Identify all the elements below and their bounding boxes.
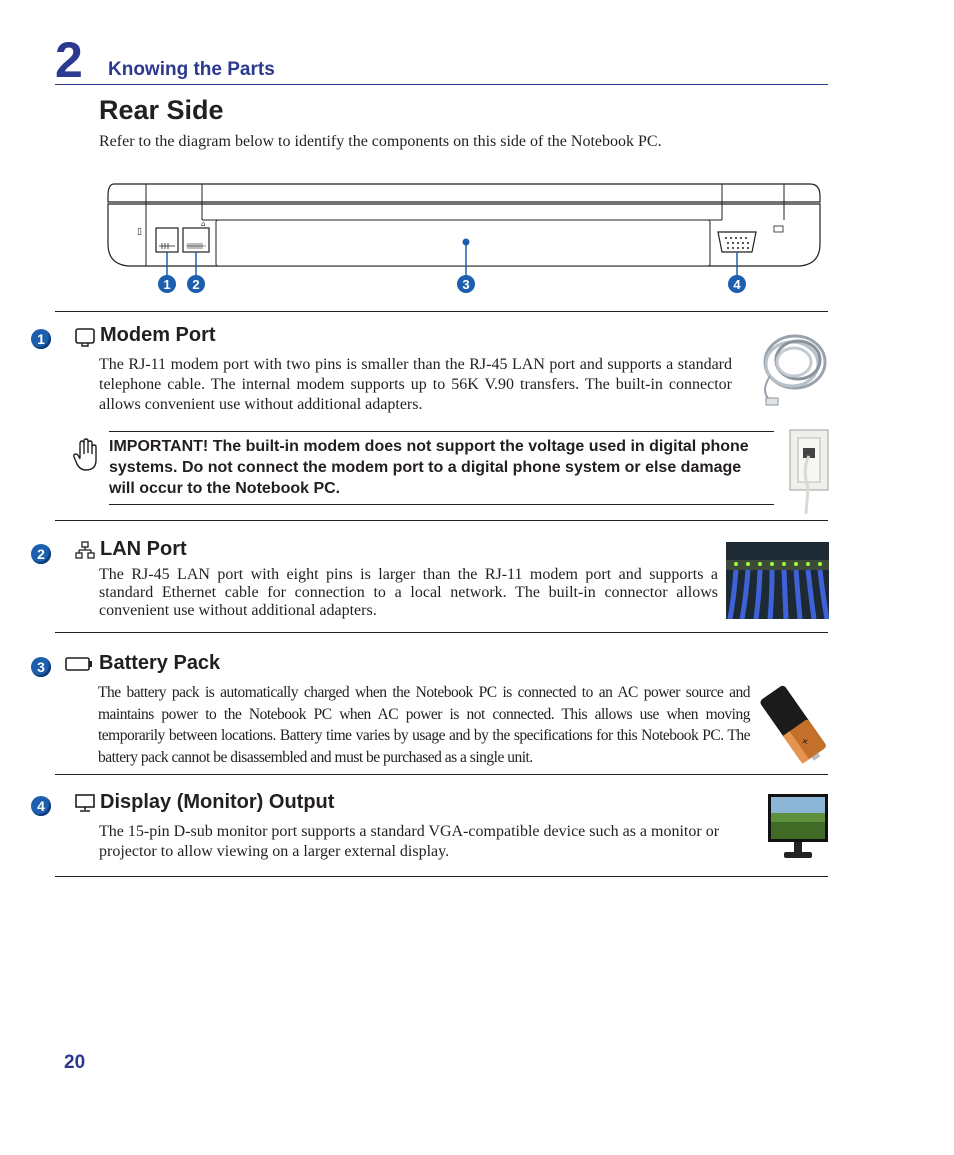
section-badge-2: 2 [31,544,51,564]
monitor-icon [74,793,96,813]
monitor-image [766,792,830,862]
battery-image [756,682,830,766]
svg-text:2: 2 [192,277,200,292]
callout-1 [158,275,176,293]
section-text-display: The 15-pin D-sub monitor port supports a standard VGA-compatible device such as a monitor or projector to allow viewing on a larger external display. [99,823,720,860]
hand-icon [72,438,98,472]
section-divider [55,632,828,633]
section-title-battery: Battery Pack [99,652,221,674]
page-title: Rear Side [99,95,224,125]
section-divider [55,520,828,521]
section-divider [55,876,828,877]
section-badge-1: 1 [31,329,51,349]
modem-icon [74,327,96,347]
section-badge-3: 3 [31,657,51,677]
phone-cable-image [740,326,830,408]
intro-text: Refer to the diagram below to identify the components on this side of the Notebook PC. [99,133,662,150]
section-title-lan: LAN Port [100,538,187,560]
page-number: 20 [64,1052,86,1073]
section-title-modem: Modem Port [100,324,216,346]
section-text-battery: The battery pack is automatically charged when the Notebook PC is connected to an AC power source and maintains power to the Notebook PC when AC power is not connected. This allows use when moving temporarily between locations. Battery time varies by usage and by the specifications for this Notebook PC. The battery pack cannot be disassembled and must be purchased as a single unit. [98,684,750,766]
svg-text:⌂: ⌂ [201,220,206,228]
section-title-display: Display (Monitor) Output [100,791,335,813]
battery-icon [64,655,94,673]
svg-text:4: 4 [733,277,741,292]
section-badge-4: 4 [31,796,51,816]
callout-4 [728,275,746,293]
wall-jack-image [788,428,830,514]
important-top-rule [109,431,774,432]
callout-2 [187,275,205,293]
svg-text:3: 3 [462,277,470,292]
section-divider [55,311,828,312]
section-text-modem: The RJ-11 modem port with two pins is smaller than the RJ-45 LAN port and supports a standard telephone cable. The internal modem supports up to 56K V.90 transfers. The built-in connector allows convenient use without additional adapters. [99,356,732,413]
svg-text:+: + [799,735,812,749]
section-text-lan: The RJ-45 LAN port with eight pins is larger than the RJ-11 modem port and supports a standard Ethernet cable for connection to a local network. The built-in connector allows convenient use without additional adapters. [99,566,718,619]
section-divider [55,774,828,775]
rear-side-diagram [104,180,824,298]
important-bottom-rule [109,504,774,505]
callout-3 [457,275,475,293]
lan-cables-image [726,542,829,619]
chapter-title: Knowing the Parts [108,59,275,80]
lan-icon [74,540,96,560]
svg-text:▯: ▯ [137,227,142,237]
chapter-rule [55,84,828,85]
svg-text:1: 1 [163,277,171,292]
chapter-number: 2 [55,32,83,88]
important-note: IMPORTANT! The built-in modem does not support the voltage used in digital phone systems. Do not connect the modem port to a digital phone system or else damage will occur to the Notebook PC. [109,438,749,497]
